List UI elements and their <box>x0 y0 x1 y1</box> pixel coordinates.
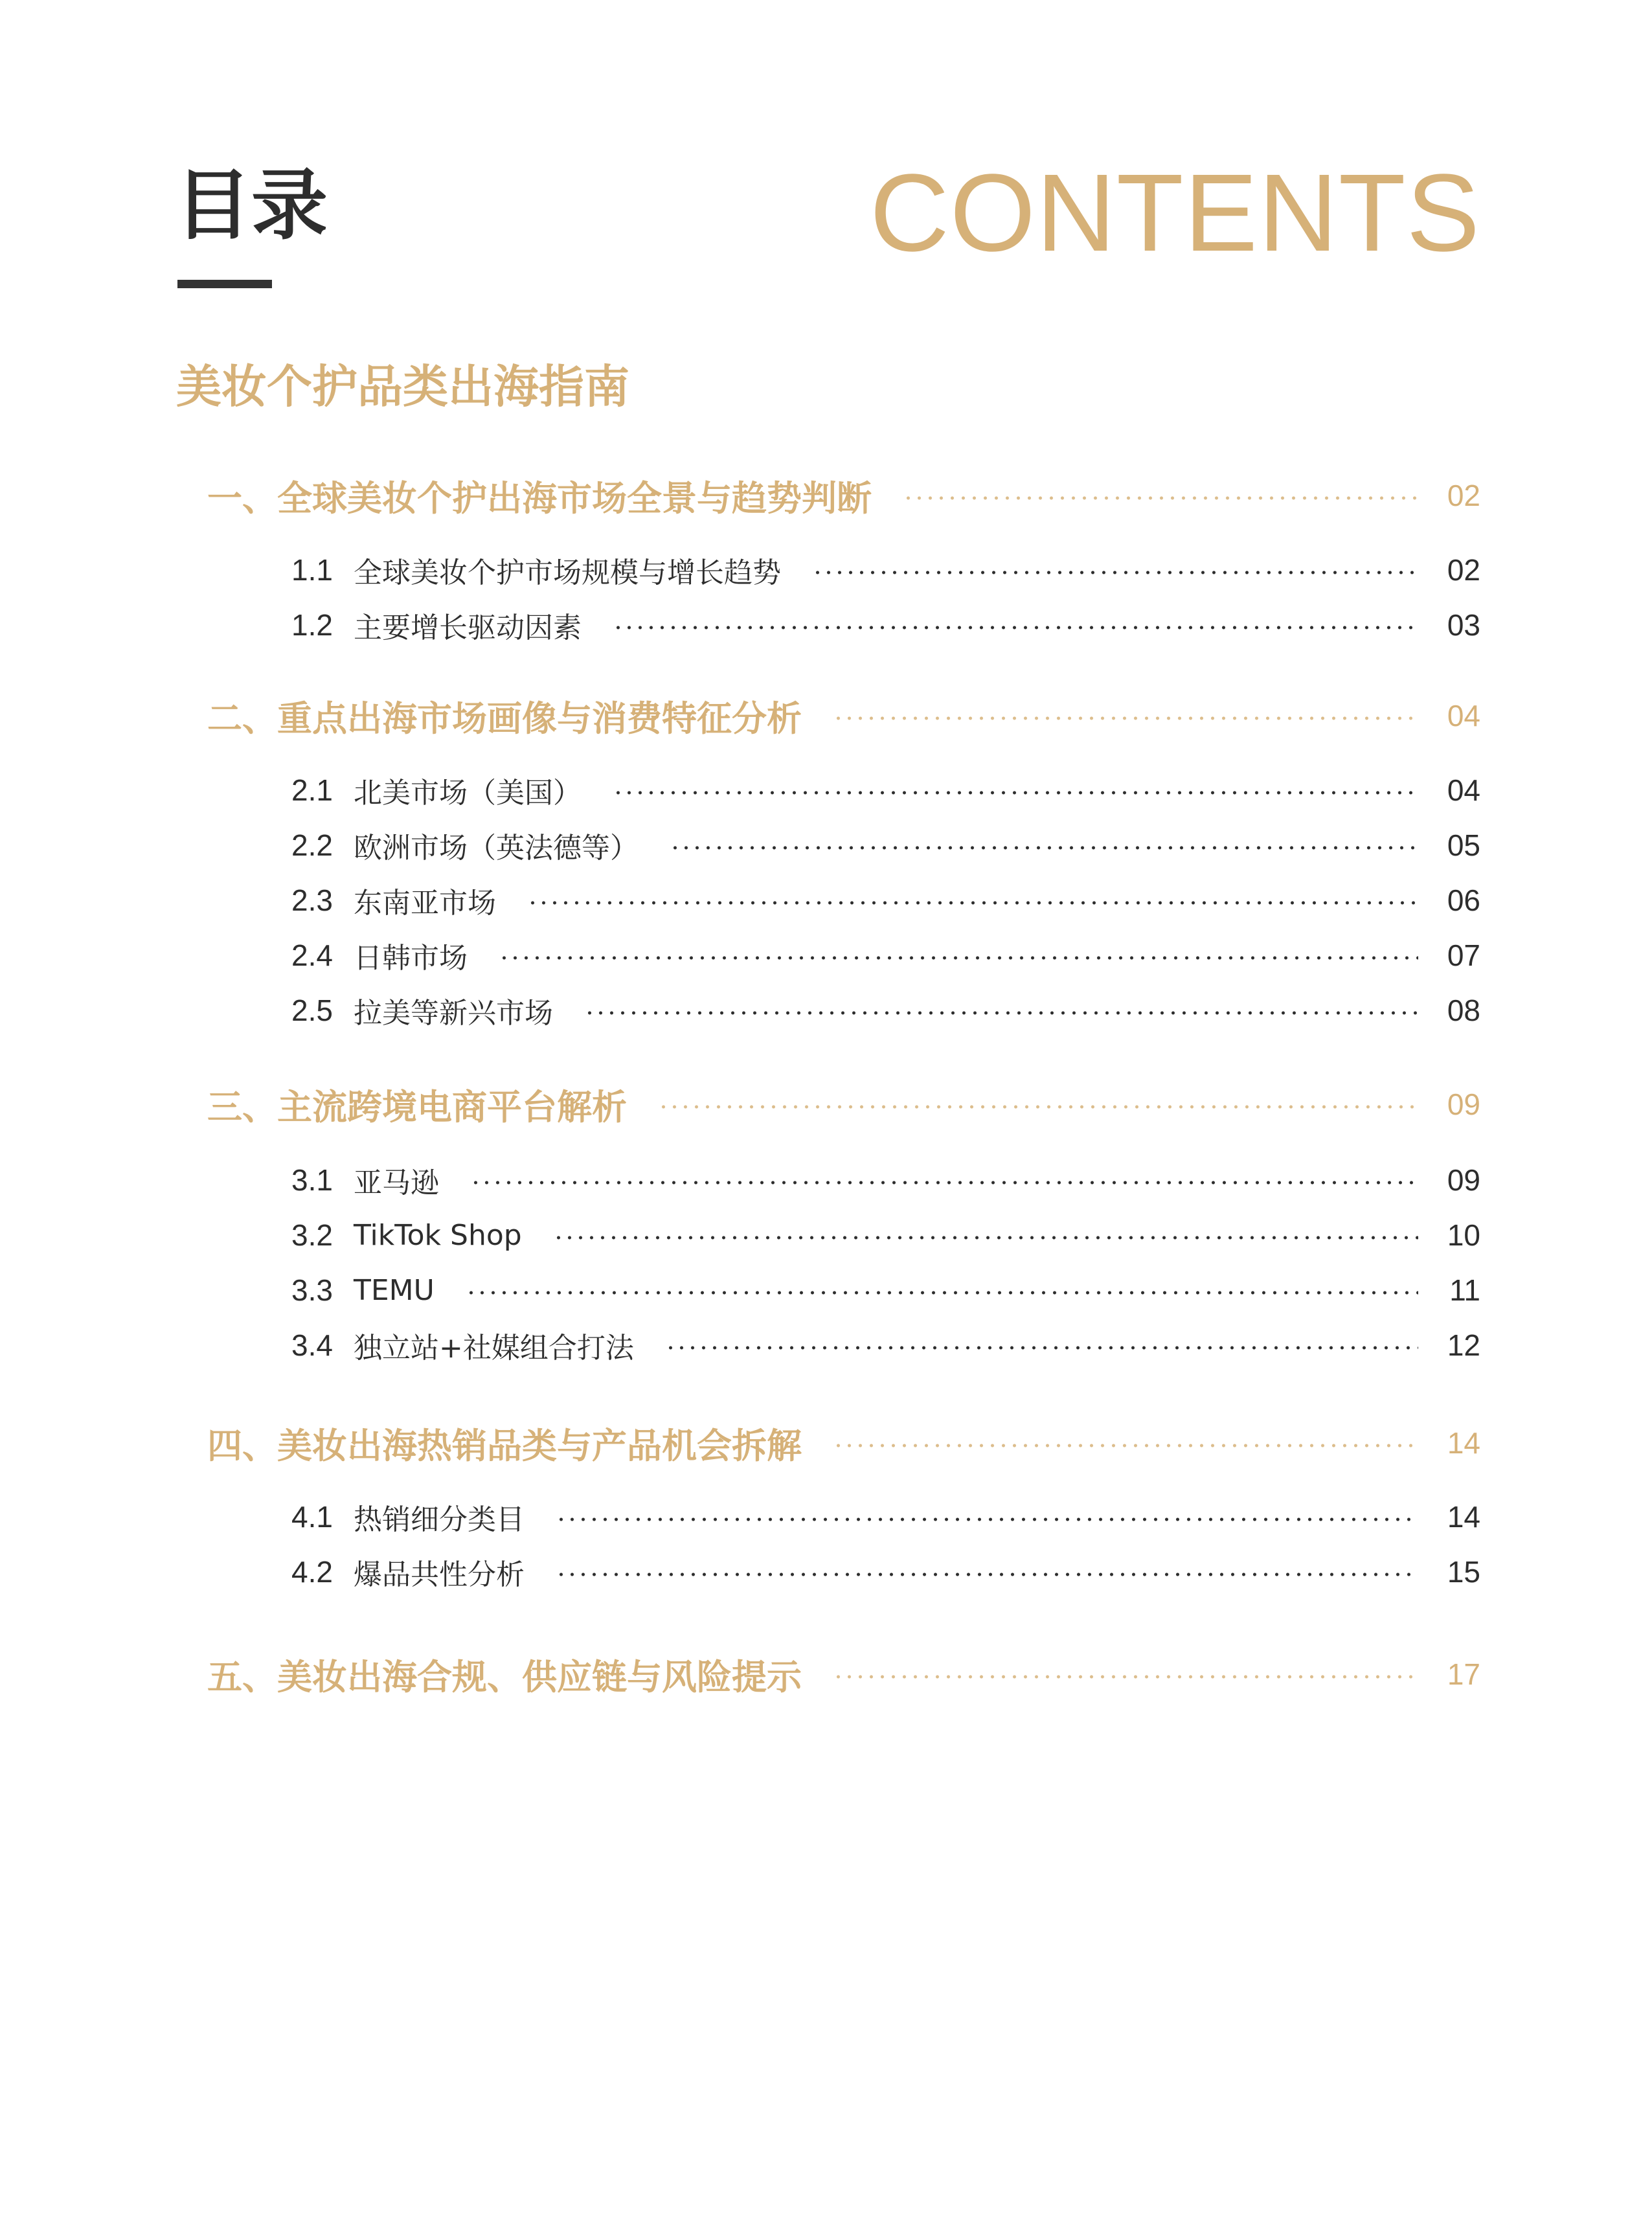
toc-leader-dots <box>527 901 1418 905</box>
title-underline <box>177 280 272 288</box>
toc-page-number: 02 <box>1447 479 1480 512</box>
toc-leader-dots <box>584 1011 1418 1015</box>
toc-leader-dots <box>470 1181 1418 1185</box>
toc-section-label: 二、重点出海市场画像与消费特征分析 <box>207 698 802 739</box>
toc-item-label: 拉美等新兴市场 <box>354 997 553 1030</box>
toc-item-3-2[interactable] <box>291 1209 1480 1261</box>
toc-item-label: 爆品共性分析 <box>354 1558 525 1591</box>
toc-leader-dots <box>670 846 1418 850</box>
toc-page-number: 09 <box>1447 1087 1480 1121</box>
guide-title: 美妆个护品类出海指南 <box>176 360 629 413</box>
toc-item-3-4[interactable] <box>291 1319 1480 1371</box>
toc-leader-dots <box>556 1573 1418 1576</box>
toc-section-1[interactable] <box>207 470 1480 521</box>
toc-page-number: 17 <box>1447 1657 1480 1691</box>
toc-item-number: 3.3 <box>291 1273 333 1307</box>
toc-item-2-5[interactable] <box>291 984 1480 1036</box>
toc-section-3[interactable] <box>207 1078 1480 1130</box>
toc-item-number: 1.1 <box>291 553 333 587</box>
toc-item-number: 2.2 <box>291 828 333 862</box>
toc-item-label: 欧洲市场（英法德等） <box>354 832 639 865</box>
toc-item-label: 独立站+社媒组合打法 <box>354 1332 634 1365</box>
toc-item-4-2[interactable] <box>291 1546 1480 1598</box>
toc-leader-dots <box>833 716 1418 720</box>
toc-leader-dots <box>553 1236 1418 1240</box>
toc-page-number: 11 <box>1449 1273 1480 1307</box>
toc-item-label: 日韩市场 <box>354 942 468 975</box>
toc-item-label: 热销细分类目 <box>354 1503 525 1536</box>
toc-item-number: 1.2 <box>291 608 333 642</box>
toc-item-3-3[interactable] <box>291 1264 1480 1316</box>
toc-item-4-1[interactable] <box>291 1491 1480 1543</box>
toc-leader-dots <box>903 496 1418 500</box>
toc-section-label: 三、主流跨境电商平台解析 <box>207 1086 627 1128</box>
toc-page-number: 15 <box>1447 1555 1480 1589</box>
toc-page-number: 07 <box>1447 938 1480 972</box>
toc-page-number: 14 <box>1447 1426 1480 1460</box>
toc-page-number: 14 <box>1447 1500 1480 1534</box>
toc-section-label: 四、美妆出海热销品类与产品机会拆解 <box>207 1425 802 1466</box>
toc-item-label: 北美市场（美国） <box>354 777 582 810</box>
toc-section-5[interactable] <box>207 1648 1480 1700</box>
contents-title-chinese: 目录 <box>175 161 328 250</box>
toc-section-2[interactable] <box>207 690 1480 742</box>
toc-leader-dots <box>556 1517 1418 1521</box>
toc-page-number: 02 <box>1447 553 1480 587</box>
toc-item-1-2[interactable] <box>291 599 1480 651</box>
toc-item-number: 4.2 <box>291 1555 333 1589</box>
contents-title-english: CONTENTS <box>870 152 1480 275</box>
toc-leader-dots <box>466 1291 1418 1295</box>
toc-page-number: 05 <box>1447 828 1480 862</box>
toc-section-label: 一、全球美妆个护出海市场全景与趋势判断 <box>207 477 872 519</box>
toc-item-label: TikTok Shop <box>354 1218 522 1252</box>
toc-item-label: TEMU <box>354 1273 435 1307</box>
toc-section-4[interactable] <box>207 1417 1480 1469</box>
toc-item-2-3[interactable] <box>291 874 1480 926</box>
toc-page-number: 06 <box>1447 883 1480 917</box>
toc-item-number: 2.4 <box>291 938 333 972</box>
toc-page-number: 10 <box>1447 1218 1480 1252</box>
toc-item-number: 3.2 <box>291 1218 333 1252</box>
toc-leader-dots <box>499 956 1418 960</box>
toc-item-1-1[interactable] <box>291 544 1480 596</box>
toc-item-number: 2.1 <box>291 773 333 807</box>
toc-item-2-2[interactable] <box>291 819 1480 871</box>
toc-item-number: 3.4 <box>291 1328 333 1362</box>
toc-page-number: 08 <box>1447 994 1480 1027</box>
toc-item-3-1[interactable] <box>291 1154 1480 1206</box>
toc-leader-dots <box>613 791 1418 795</box>
toc-leader-dots <box>665 1346 1418 1350</box>
toc-page-number: 04 <box>1447 699 1480 733</box>
toc-item-label: 东南亚市场 <box>354 887 496 920</box>
toc-item-number: 2.5 <box>291 994 333 1027</box>
toc-section-label: 五、美妆出海合规、供应链与风险提示 <box>207 1656 802 1698</box>
toc-leader-dots <box>658 1105 1418 1109</box>
toc-item-label: 主要增长驱动因素 <box>354 611 582 644</box>
toc-page-number: 03 <box>1447 608 1480 642</box>
toc-item-label: 全球美妆个护市场规模与增长趋势 <box>354 556 781 589</box>
toc-leader-dots <box>833 1675 1418 1679</box>
toc-item-number: 4.1 <box>291 1500 333 1534</box>
toc-item-number: 3.1 <box>291 1163 333 1197</box>
toc-page-number: 12 <box>1447 1328 1480 1362</box>
toc-leader-dots <box>613 626 1418 630</box>
toc-leader-dots <box>833 1444 1418 1448</box>
toc-page-number: 09 <box>1447 1163 1480 1197</box>
toc-item-number: 2.3 <box>291 883 333 917</box>
toc-page-number: 04 <box>1447 773 1480 807</box>
toc-item-2-4[interactable] <box>291 929 1480 981</box>
toc-item-label: 亚马逊 <box>354 1166 439 1199</box>
toc-item-2-1[interactable] <box>291 764 1480 816</box>
toc-leader-dots <box>812 571 1418 574</box>
